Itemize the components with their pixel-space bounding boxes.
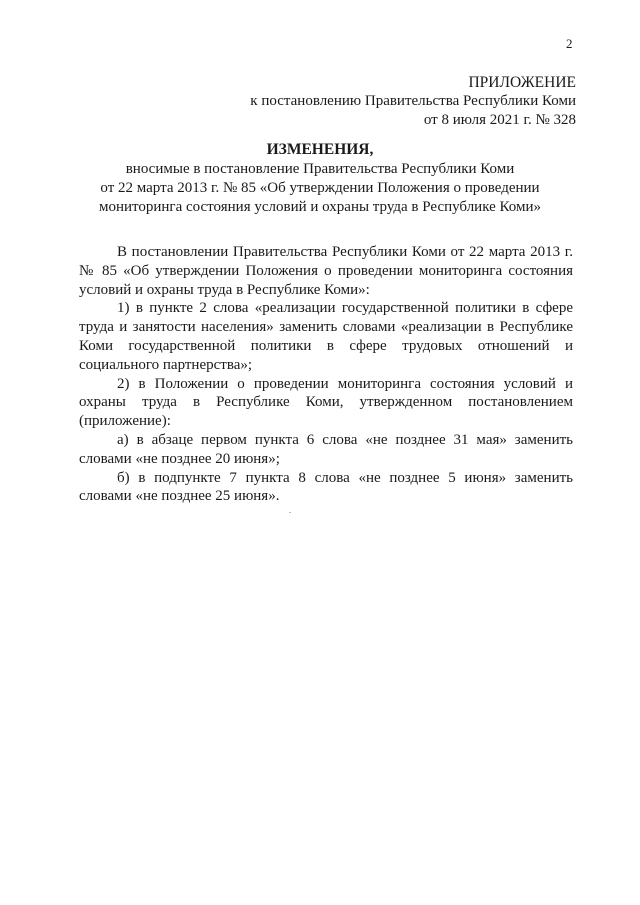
document-heading [60, 140, 580, 217]
document-body [79, 243, 573, 506]
heading-line-3: мониторинга состояния условий и охраны труда в Республике Коми» [98, 199, 542, 215]
heading-line-2: от 22 марта 2013 г. № 85 «Об утверждении Положения о проведении [100, 180, 540, 196]
paragraph-item-b: б) в подпункте 7 пункта 8 слова «не позднее 5 июня» заменить словами «не позднее 25 июня». [79, 469, 573, 505]
paragraph-item-a: а) в абзаце первом пункта 6 слова «не позднее 31 мая» заменить словами «не позднее 20 июня»; [79, 431, 573, 467]
heading-title: ИЗМЕНЕНИЯ, [266, 141, 374, 158]
appendix-title: ПРИЛОЖЕНИЕ [468, 74, 576, 91]
page-number: 2 [566, 36, 573, 51]
appendix-resolution-line: к постановлению Правительства Республики Коми [250, 93, 576, 109]
paragraph-item-1: 1) в пункте 2 слова «реализации государственной политики в сфере труда и занятости населения» заменить словами «реализации в Республике Коми государственной политики в сфере трудовых отношений и социального партнерства»; [79, 300, 573, 373]
scan-speck [289, 512, 291, 513]
appendix-block [250, 73, 576, 130]
paragraph-intro: В постановлении Правительства Республики Коми от 22 марта 2013 г. № 85 «Об утверждении Положения о проведении мониторинга состояния условий и охраны труда в Республике Коми»: [79, 244, 573, 298]
heading-line-1: вносимые в постановление Правительства Республики Коми [125, 161, 515, 177]
paragraph-item-2: 2) в Положении о проведении мониторинга состояния условий и охраны труда в Республике Коми, утвержденном постановлением (приложение): [79, 375, 573, 430]
appendix-date-line: от 8 июля 2021 г. № 328 [423, 112, 576, 128]
